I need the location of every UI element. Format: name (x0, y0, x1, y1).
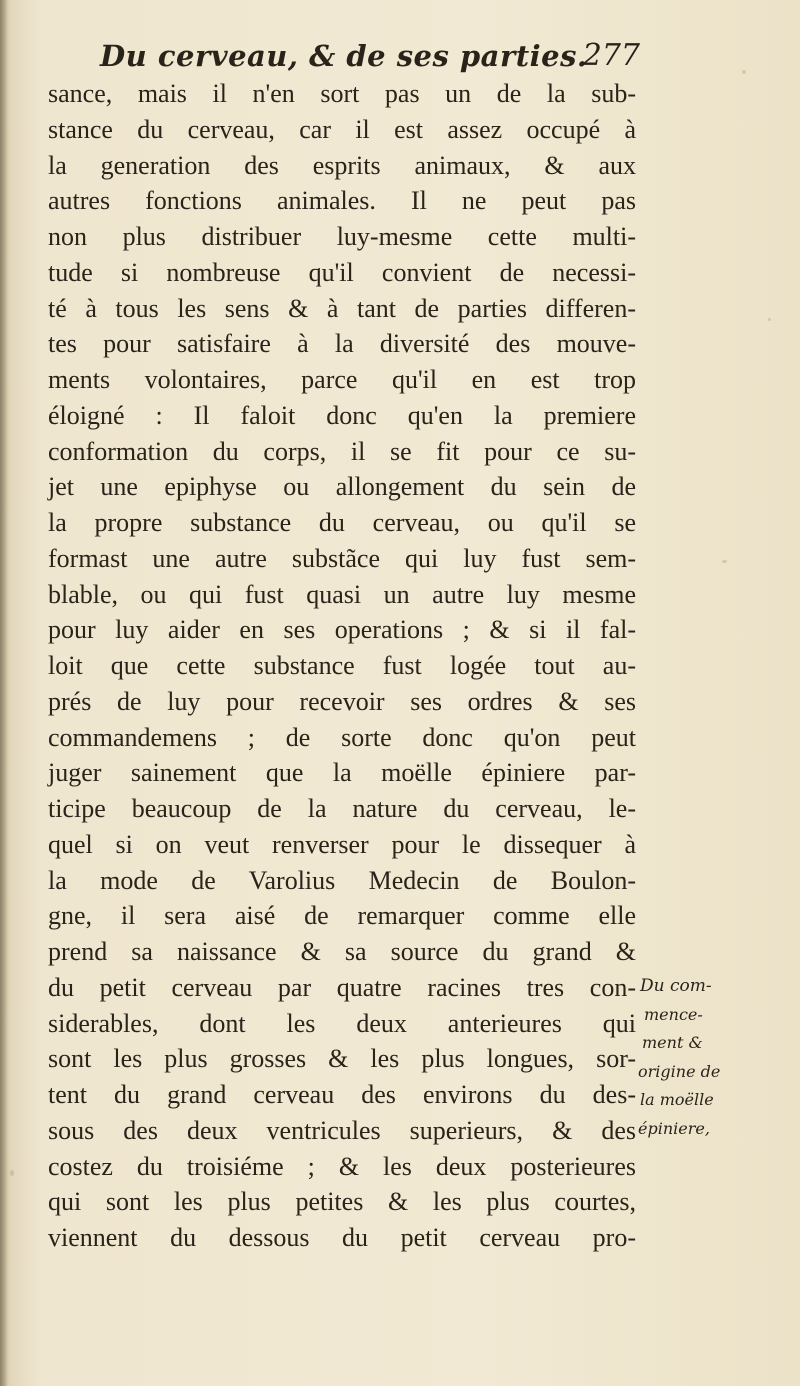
text-line: viennent du dessous du petit cerveau pro- (48, 1223, 636, 1252)
text-line: siderables, dont les deux anterieures qui (48, 1008, 636, 1038)
text-line: non plus distribuer luy-mesme cette multi- (48, 222, 636, 251)
body-text (48, 76, 636, 1256)
paper-speck (768, 318, 771, 321)
text-line: éloigné : Il faloit donc qu'en la premiere (48, 400, 636, 430)
text-line: la propre substance du cerveau, ou qu'il se (48, 508, 636, 537)
text-line: la mode de Varolius Medecin de Boulon- (48, 865, 636, 895)
page-header (100, 34, 640, 78)
text-line: quel si on veut renverser pour le dissequer à (48, 829, 636, 859)
paper-speck (10, 1170, 14, 1176)
text-line: stance du cerveau, car il est assez occupé à (48, 114, 636, 144)
paper-speck (742, 70, 746, 74)
text-line: du petit cerveau par quatre racines tres con- (48, 972, 636, 1002)
text-line: juger sainement que la moëlle épiniere par- (48, 758, 636, 788)
text-line: sous des deux ventricules superieurs, & des (48, 1115, 636, 1145)
margin-note-line: mence- (644, 1004, 703, 1024)
text-line: qui sont les plus petites & les plus courtes, (48, 1187, 636, 1217)
text-line: gne, il sera aisé de remarquer comme elle (48, 901, 636, 931)
text-line: prés de luy pour recevoir ses ordres & ses (48, 686, 636, 716)
text-line: loit que cette substance fust logée tout au- (48, 651, 636, 680)
text-line: prend sa naissance & sa source du grand & (48, 937, 636, 966)
margin-note-line: la moëlle (640, 1090, 714, 1109)
text-line: ments volontaires, parce qu'il en est trop (48, 365, 636, 394)
paper-speck (722, 560, 727, 563)
text-line: ticipe beaucoup de la nature du cerveau, le- (48, 794, 636, 823)
text-line: jet une epiphyse ou allongement du sein de (48, 472, 636, 502)
margin-note-line: épiniere, (638, 1118, 710, 1138)
page-number: 277 (582, 38, 640, 73)
running-title: Du cerveau, & de ses parties. (100, 39, 588, 73)
margin-note-line: origine de (638, 1061, 721, 1081)
text-line: té à tous les sens & à tant de parties differen- (48, 293, 636, 323)
marginal-note (636, 972, 796, 1143)
margin-note-line: ment & (642, 1033, 703, 1052)
text-line: commandemens ; de sorte donc qu'on peut (48, 722, 636, 752)
text-line: costez du troisiéme ; & les deux posterieures (48, 1151, 636, 1181)
text-line: la generation des esprits animaux, & aux (48, 150, 636, 180)
text-line: tude si nombreuse qu'il convient de necessi- (48, 257, 636, 287)
text-line: sont les plus grosses & les plus longues, sor- (48, 1044, 636, 1074)
text-line: autres fonctions animales. Il ne peut pas (48, 186, 636, 216)
text-line: formast une autre substãce qui luy fust sem- (48, 543, 636, 573)
binding-gutter-shadow (0, 0, 8, 1386)
margin-note-line: Du com- (640, 976, 712, 996)
text-line: blable, ou qui fust quasi un autre luy mesme (48, 579, 636, 609)
text-line: conformation du corps, il se fit pour ce su- (48, 436, 636, 466)
text-line: tent du grand cerveau des environs du des- (48, 1080, 636, 1109)
text-line: pour luy aider en ses operations ; & si il fal- (48, 615, 636, 645)
text-line: tes pour satisfaire à la diversité des mouve- (48, 329, 636, 359)
text-line: sance, mais il n'en sort pas un de la sub- (48, 79, 636, 108)
